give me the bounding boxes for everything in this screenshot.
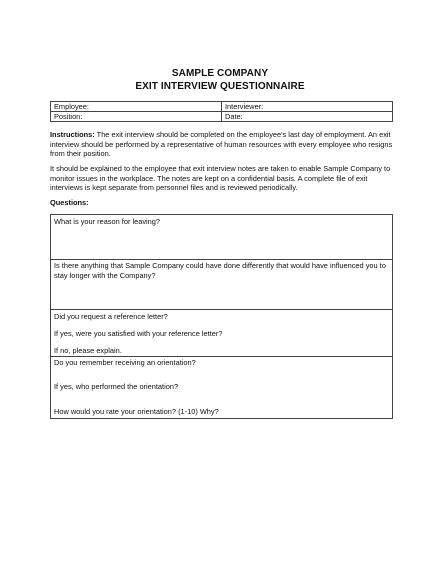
confidentiality-note: It should be explained to the employee that exit interview notes are taken to enable Sample Company to monitor issues in the workplace. The notes are kept on a confidential basis. A complete file of exit interviews is kept separate from personnel files and is reviewed periodically. — [50, 164, 391, 193]
position-field[interactable]: Position: — [51, 112, 222, 122]
instructions-label: Instructions: — [50, 130, 95, 139]
employee-field[interactable]: Employee: — [51, 102, 222, 112]
question-reference-request: Did you request a reference letter? — [54, 312, 168, 321]
instructions-paragraph — [50, 130, 393, 159]
question-reference-satisfied: If yes, were you satisfied with your reference letter? — [54, 329, 223, 338]
questions-heading: Questions: — [50, 198, 89, 207]
question-differently: Is there anything that Sample Company could have done differently that would have influenced you to stay longer with the Company? — [54, 261, 386, 280]
company-name: SAMPLE COMPANY — [171, 68, 269, 79]
question-orientation-who: If yes, who performed the orientation? — [54, 382, 179, 391]
question-box-differently[interactable] — [50, 259, 393, 310]
question-box-reason[interactable] — [50, 214, 393, 260]
instructions-text: The exit interview should be completed on the employee's last day of employment. An exit interview should be performed by a representative of human resources with every employee who resigns from their position. — [50, 130, 393, 159]
employee-info-table — [50, 101, 393, 122]
question-box-reference[interactable] — [50, 309, 393, 357]
question-reference-explain: If no, please explain. — [54, 346, 122, 355]
question-orientation-rating: How would you rate your orientation? (1-10) Why? — [54, 407, 219, 416]
question-orientation-received: Do you remember receiving an orientation? — [54, 358, 196, 367]
question-box-orientation[interactable] — [50, 356, 393, 419]
document-title: EXIT INTERVIEW QUESTIONNAIRE — [135, 81, 305, 92]
question-reason: What is your reason for leaving? — [54, 217, 160, 226]
interviewer-field[interactable]: Interviewer: — [222, 102, 393, 112]
date-field[interactable]: Date: — [222, 112, 393, 122]
